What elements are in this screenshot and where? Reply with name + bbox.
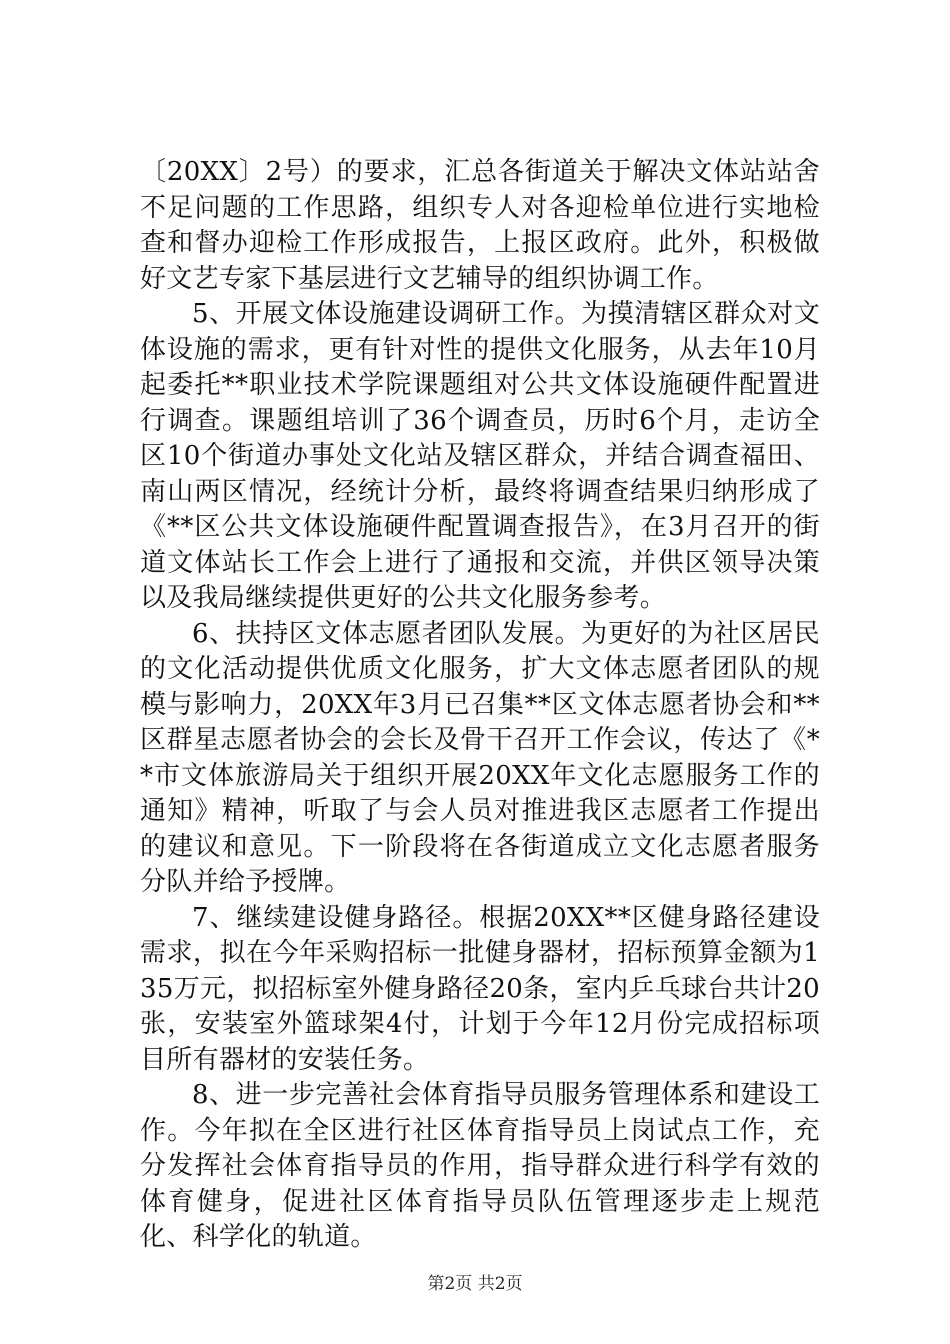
paragraph-item-5: 5、开展文体设施建设调研工作。为摸清辖区群众对文体设施的需求，更有针对性的提供文化服务，从去年10月起委托**职业技术学院课题组对公共文体设施硬件配置进行调查。课题组培训了36个调查员，历时6个月，走访全区10个街道办事处文化站及辖区群众，并结合调查福田、南山两区情况，经统计分析，最终将调查结果归纳形成了《**区公共文体设施硬件配置调查报告》，在3月召开的街道文体站长工作会上进行了通报和交流，并供区领导决策以及我局继续提供更好的公共文化服务参考。 xyxy=(140,299,820,613)
paragraph-item-7: 7、继续建设健身路径。根据20XX**区健身路径建设需求，拟在今年采购招标一批健身器材，招标预算金额为135万元，拟招标室外健身路径20条，室内乒乓球台共计20张，安装室外篮球架4付，计划于今年12月份完成招标项目所有器材的安装任务。 xyxy=(140,902,820,1075)
document-body xyxy=(140,155,820,1256)
paragraph-item-6: 6、扶持区文体志愿者团队发展。为更好的为社区居民的文化活动提供优质文化服务，扩大文体志愿者团队的规模与影响力，20XX年3月已召集**区文体志愿者协会和**区群星志愿者协会的会长及骨干召开工作会议，传达了《**市文体旅游局关于组织开展20XX年文化志愿服务工作的通知》精神，听取了与会人员对推进我区志愿者工作提出的建议和意见。下一阶段将在各街道成立文化志愿者服务分队并给予授牌。 xyxy=(140,618,820,897)
paragraph-continuation: 〔20XX〕2号）的要求，汇总各街道关于解决文体站站舍不足问题的工作思路，组织专人对各迎检单位进行实地检查和督办迎检工作形成报告，上报区政府。此外，积极做好文艺专家下基层进行文艺辅导的组织协调工作。 xyxy=(140,157,820,294)
page-footer: 第2页 共2页 xyxy=(427,1274,523,1294)
paragraph-item-8: 8、进一步完善社会体育指导员服务管理体系和建设工作。今年拟在全区进行社区体育指导员上岗试点工作，充分发挥社会体育指导员的作用，指导群众进行科学有效的体育健身，促进社区体育指导员队伍管理逐步走上规范化、科学化的轨道。 xyxy=(140,1080,820,1252)
